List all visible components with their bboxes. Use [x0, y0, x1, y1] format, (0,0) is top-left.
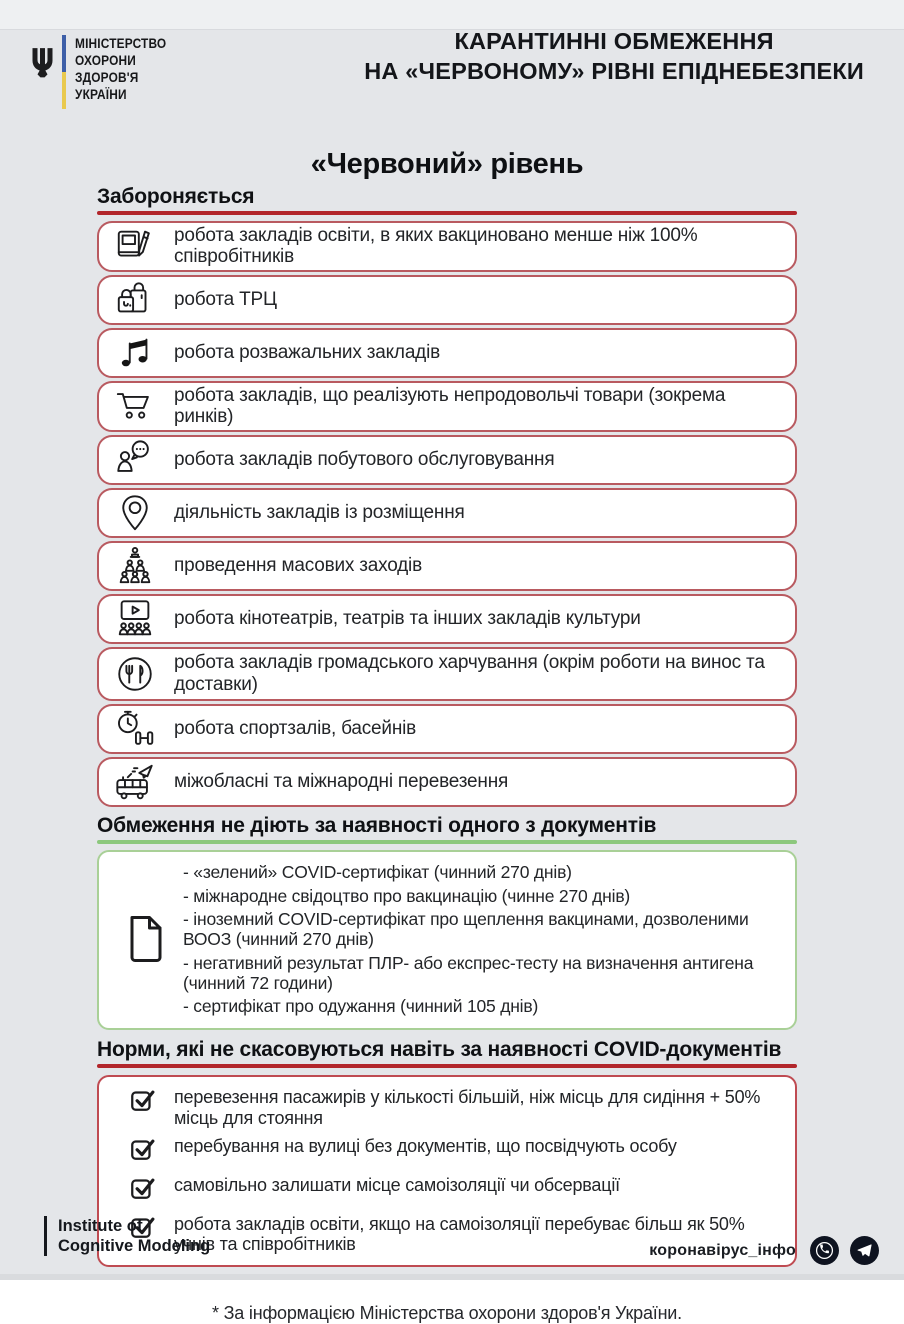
prohibited-item-text: робота спортзалів, басейнів: [174, 718, 417, 740]
ministry-name-line: МІНІСТЕРСТВО: [75, 36, 167, 51]
poster-title-line1: КАРАНТИННІ ОБМЕЖЕННЯ: [454, 28, 774, 54]
norms-item: [115, 1087, 779, 1128]
content-column: [97, 186, 797, 1324]
norms-item-text: перевезення пасажирів у кількості більшій, ніж місць для сидіння + 50% місць для стояння: [174, 1087, 761, 1128]
prohibited-item: [97, 435, 797, 485]
source-footnote: * За інформацією Міністерства охорони здоров'я України.: [212, 1302, 682, 1323]
book-pencil-icon: [112, 225, 158, 267]
checkbox-checked-icon: [130, 1087, 157, 1118]
documents-heading: Обмеження не діють за наявності одного з документів: [97, 813, 657, 837]
ministry-name: [75, 35, 166, 103]
document-item: - іноземний COVID-сертифікат про щеплення вакцинами, дозволеними ВООЗ (чинний 270 днів): [183, 909, 749, 950]
trident-icon: [30, 46, 55, 82]
norms-item-text: перебування на вулиці без документів, що посвідчують особу: [174, 1136, 677, 1157]
ministry-logo: [30, 33, 179, 109]
bus-plane-icon: [112, 761, 158, 803]
location-pin-icon: [112, 492, 158, 534]
norms-heading: Норми, які не скасовуються навіть за наявності COVID-документів: [97, 1038, 782, 1062]
prohibited-item-text: міжобласні та міжнародні перевезення: [174, 771, 509, 793]
prohibited-item-text: робота кінотеатрів, театрів та інших закладів культури: [174, 608, 641, 630]
shopping-cart-icon: [112, 385, 158, 427]
red-divider: [97, 211, 797, 215]
prohibited-item-text: робота закладів побутового обслуговування: [174, 449, 555, 471]
institute-line2: Cognitive Modeling: [58, 1237, 211, 1255]
red-divider: [97, 1064, 797, 1068]
stopwatch-dumbbell-icon: [112, 708, 158, 750]
prohibited-item-text: робота закладів, що реалізують непродовольчі товари (зокрема ринків): [174, 384, 726, 428]
ministry-name-line: УКРАЇНИ: [75, 87, 127, 102]
prohibited-item: [97, 757, 797, 807]
prohibited-item: [97, 221, 797, 272]
institute-logo: [44, 1216, 210, 1256]
document-item: - сертифікат про одужання (чинний 105 днів): [183, 996, 539, 1016]
music-note-icon: [112, 332, 158, 374]
document-item: - «зелений» COVID-сертифікат (чинний 270 днів): [183, 862, 572, 883]
documents-list: [183, 860, 779, 1021]
cinema-audience-icon: [112, 598, 158, 640]
flag-bar: [62, 35, 66, 109]
prohibited-item: [97, 381, 797, 432]
norms-item: [115, 1136, 779, 1167]
poster-title-line2: НА «ЧЕРВОНОМУ» РІВНІ ЕПІДНЕБЕЗПЕКИ: [364, 58, 864, 84]
prohibited-item-text: діяльність закладів із розміщення: [174, 502, 465, 524]
document-item: - міжнародне свідоцтво про вакцинацію (чинне 270 днів): [183, 885, 631, 906]
checkbox-checked-icon: [130, 1136, 157, 1167]
document-icon: [123, 914, 167, 966]
institute-line1: Institute of: [58, 1217, 143, 1235]
telegram-icon: [850, 1236, 879, 1265]
prohibited-item-text: робота закладів громадського харчування (окрім роботи на винос та доставки): [174, 652, 765, 695]
prohibited-item: [97, 328, 797, 378]
document-item: - негативний результат ПЛР- або експрес-тесту на визначення антигена (чинний 72 години): [183, 952, 754, 993]
prohibited-list: [97, 221, 797, 807]
bottom-strip: [0, 1274, 904, 1280]
prohibited-item: [97, 704, 797, 754]
prohibited-item: [97, 647, 797, 701]
norms-item-text: робота закладів освіти, якщо на самоізоляції перебуває більш як 50% учнів та співробітників: [174, 1214, 745, 1255]
prohibited-item-text: робота розважальних закладів: [174, 342, 440, 364]
prohibited-item-text: проведення масових заходів: [174, 555, 422, 577]
ministry-name-line: ОХОРОНИ: [75, 53, 137, 68]
prohibited-heading: Забороняється: [97, 185, 255, 208]
level-title: «Червоний» рівень: [310, 148, 584, 180]
documents-box: [97, 850, 797, 1031]
prohibited-item: [97, 488, 797, 538]
food-plate-icon: [112, 653, 158, 695]
prohibited-item: [97, 541, 797, 591]
shopping-bags-icon: [112, 279, 158, 321]
prohibited-item: [97, 594, 797, 644]
prohibited-item: [97, 275, 797, 325]
norms-item: [115, 1175, 779, 1206]
norms-item-text: самовільно залишати місце самоізоляції чи обсервації: [174, 1175, 620, 1196]
person-speech-icon: [112, 439, 158, 481]
poster-title: [364, 26, 864, 86]
crowd-speaker-icon: [112, 545, 158, 587]
viber-icon: [810, 1236, 839, 1265]
prohibited-item-text: робота закладів освіти, в яких вакциновано менше ніж 100% співробітників: [174, 225, 698, 268]
prohibited-item-text: робота ТРЦ: [174, 289, 277, 311]
ministry-name-line: ЗДОРОВ'Я: [75, 70, 139, 85]
green-divider: [97, 840, 797, 844]
channel-name: коронавірус_інфо: [649, 1241, 796, 1259]
checkbox-checked-icon: [130, 1175, 157, 1206]
channel-block: [649, 1236, 879, 1265]
